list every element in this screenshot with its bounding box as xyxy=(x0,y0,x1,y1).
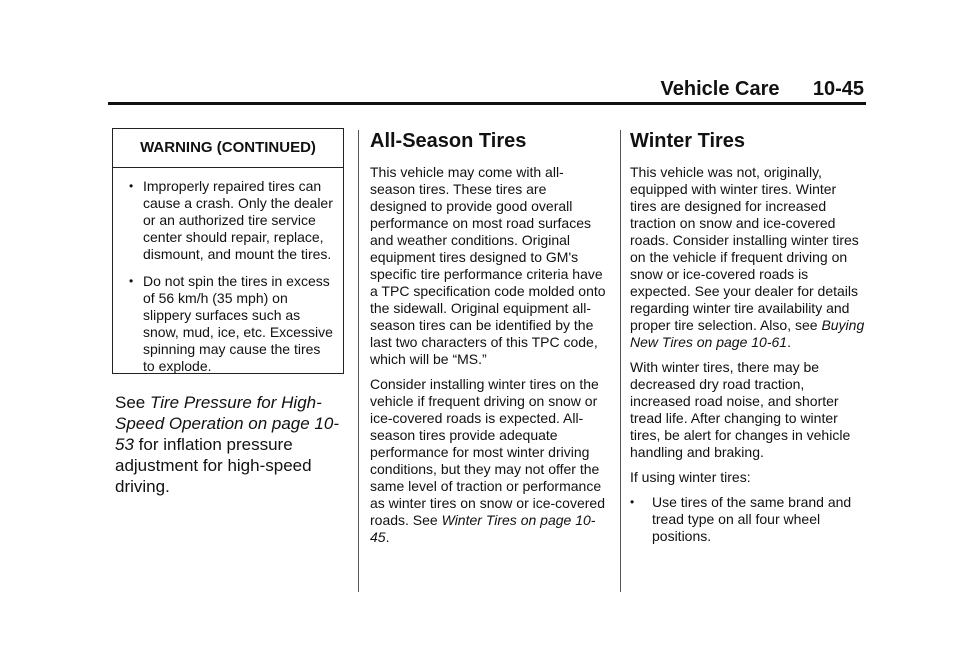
winter-paragraph xyxy=(630,164,866,351)
winter-section xyxy=(630,128,866,545)
winter-paragraph: With winter tires, there may be decreased dry road traction, increased road noise, and shorter tread life. After changing to winter tires, be alert for changes in vehicle handling and braking. xyxy=(630,359,851,460)
paragraph-text: Consider installing winter tires on the vehicle if frequent driving on snow or ice-covered roads is expected. All-season tires provide adequate performance for most winter driving conditions, but they may not offer the same level of traction or performance as winter tires on snow or ice-covered roads. See xyxy=(370,376,605,528)
section-title: Vehicle Care xyxy=(660,78,780,100)
see-prefix: See xyxy=(115,393,150,412)
list-item xyxy=(630,494,866,545)
warning-title: WARNING (CONTINUED) xyxy=(113,129,343,168)
all-season-section xyxy=(370,128,606,554)
see-also-paragraph xyxy=(115,392,353,497)
warning-item-text: Do not spin the tires in excess of 56 km/h (35 mph) on slippery surfaces such as snow, mud, ice, etc. Excessive spinning may cause the tires to explode. xyxy=(143,273,333,374)
list-item-text: Use tires of the same brand and tread type on all four wheel positions. xyxy=(652,494,852,544)
column-divider xyxy=(620,130,621,592)
bullet-icon: • xyxy=(129,179,134,193)
page-header xyxy=(108,78,864,100)
cross-reference-link[interactable]: Buying New Tires on page 10-61 xyxy=(630,317,865,350)
paragraph-end: . xyxy=(385,529,390,545)
column-divider xyxy=(358,130,359,592)
page-header-title xyxy=(661,78,864,101)
paragraph-end: . xyxy=(787,334,791,350)
winter-paragraph: If using winter tires: xyxy=(630,469,751,485)
warning-item xyxy=(129,178,335,263)
warning-item-text: Improperly repaired tires can cause a crash. Only the dealer or an authorized tire service center should repair, replace, dismount, and mount the tires. xyxy=(143,178,333,262)
page-number: 10-45 xyxy=(812,78,864,100)
paragraph-text: This vehicle was not, originally, equipped with winter tires. Winter tires are designed for increased traction on snow and ice-covered roads. Consider installing winter tires on the vehicle if frequent driving on snow or ice-covered roads is expected. See your dealer for details regarding winter tire availability and proper tire selection. Also, see xyxy=(630,164,859,333)
warning-box xyxy=(112,128,344,374)
cross-reference-link[interactable]: Winter Tires on page 10-45 xyxy=(370,512,596,545)
cross-reference-link[interactable]: Tire Pressure for High-Speed Operation on page 10-53 xyxy=(115,393,340,454)
bullet-icon: • xyxy=(630,495,635,509)
bullet-icon: • xyxy=(129,274,134,288)
all-season-paragraph xyxy=(370,376,606,546)
winter-heading: Winter Tires xyxy=(630,130,746,152)
all-season-paragraph: This vehicle may come with all-season tires. These tires are designed to provide good overall performance on most road surfaces and weather conditions. Original equipment tires designed to GM's specific tire performance criteria have a TPC specification code molded onto the sidewall. Original equipment all-season tires can be identified by the last two characters of this TPC code, which will be “MS.” xyxy=(370,164,606,367)
see-suffix: for inflation pressure adjustment for high-speed driving. xyxy=(115,435,312,496)
warning-item xyxy=(129,273,335,375)
all-season-heading: All-Season Tires xyxy=(370,130,527,152)
header-rule xyxy=(108,102,866,105)
